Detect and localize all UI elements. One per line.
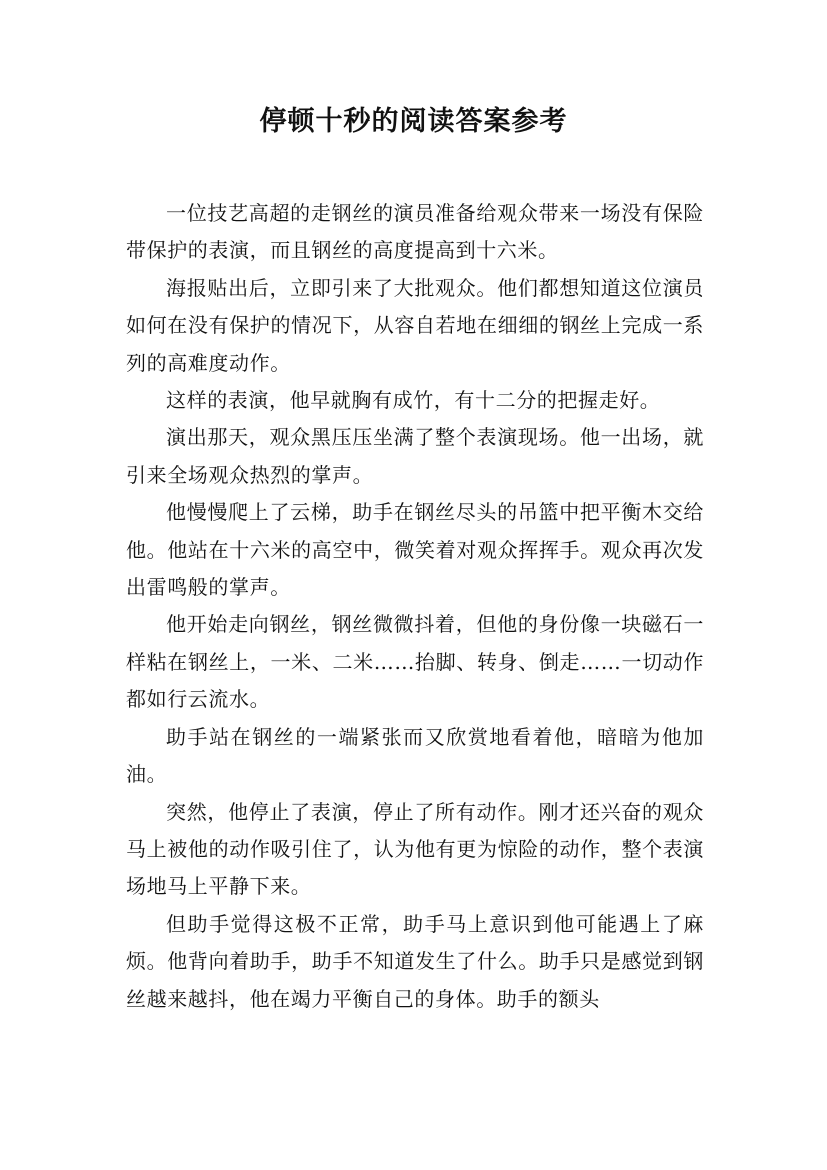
page-title: 停顿十秒的阅读答案参考 (259, 106, 568, 137)
paragraph-8: 突然，他停止了表演，停止了所有动作。刚才还兴奋的观众马上被他的动作吸引住了，认为他有更为惊险的动作，整个表演场地马上平静下来。 (126, 799, 704, 899)
paragraph-2: 海报贴出后，立即引来了大批观众。他们都想知道这位演员如何在没有保护的情况下，从容自若地在细细的钢丝上完成一系列的高难度动作。 (126, 275, 704, 375)
paragraph-5: 他慢慢爬上了云梯，助手在钢丝尽头的吊篮中把平衡木交给他。他站在十六米的高空中，微笑着对观众挥挥手。观众再次发出雷鸣般的掌声。 (126, 500, 704, 600)
article-body (126, 195, 704, 1018)
paragraph-6: 他开始走向钢丝，钢丝微微抖着，但他的身份像一块磁石一样粘在钢丝上，一米、二米……抬脚、转身、倒走……一切动作都如行云流水。 (126, 612, 704, 712)
paragraph-7: 助手站在钢丝的一端紧张而又欣赏地看着他，暗暗为他加油。 (126, 724, 704, 787)
paragraph-1: 一位技艺高超的走钢丝的演员准备给观众带来一场没有保险带保护的表演，而且钢丝的高度提高到十六米。 (126, 201, 704, 263)
paragraph-4: 演出那天，观众黑压压坐满了整个表演现场。他一出场，就引来全场观众热烈的掌声。 (126, 425, 704, 487)
paragraph-3: 这样的表演，他早就胸有成竹，有十二分的把握走好。 (166, 388, 661, 413)
paragraph-9: 但助手觉得这极不正常，助手马上意识到他可能遇上了麻烦。他背向着助手，助手不知道发生了什么。助手只是感觉到钢丝越来越抖，他在竭力平衡自己的身体。助手的额头 (126, 911, 704, 1011)
